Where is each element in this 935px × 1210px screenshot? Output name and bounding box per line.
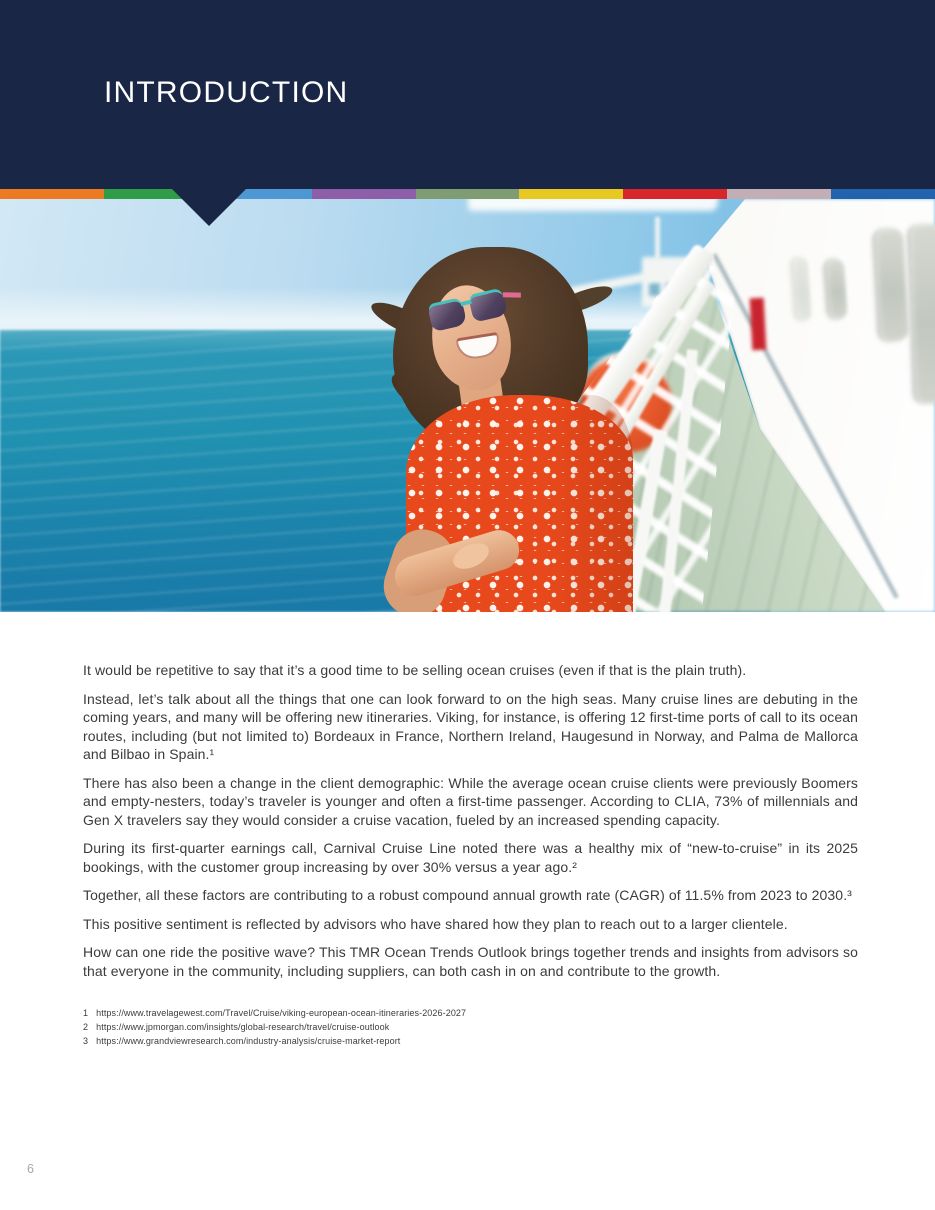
deck-roof [468, 199, 718, 211]
cabin-window [793, 257, 812, 322]
red-panel [750, 298, 767, 351]
cabin-window [826, 258, 848, 319]
section-title: INTRODUCTION [104, 76, 349, 109]
body-paragraph: There has also been a change in the client demographic: While the average ocean cruise clients were previously Boomers and empty-nesters, today’s traveler is younger and often a first-time passenger. According to CLIA, 73% of millennials and Gen X travelers say they would consider a cruise vacation, fueled by an increased spending capacity. [83, 774, 858, 828]
body-paragraph: It would be repetitive to say that it’s a good time to be selling ocean cruises (even if that is the plain truth). [83, 662, 747, 678]
footnote-number: 1 [83, 1008, 89, 1018]
footnote-item [83, 1006, 858, 1020]
page-number: 6 [27, 1162, 34, 1176]
footnote-url: https://www.grandviewresearch.com/industry-analysis/cruise-market-report [96, 1036, 401, 1046]
body-paragraph: This positive sentiment is reflected by advisors who have shared how they plan to reach out to a larger clientele. [83, 915, 788, 932]
footnote-number: 3 [83, 1036, 89, 1046]
body-paragraph: Instead, let’s talk about all the things that one can look forward to on the high seas. Many cruise lines are debuting in the coming years, and many will be offering new itineraries. Viking, for instance, is offering 12 first-time ports of call to its ocean routes, including (but not limited to) Bordeaux in France, Northern Ireland, Haugesund in Norway, and Palma de Mallorca and Bilbao in Spain.¹ [83, 690, 858, 762]
footnote-item [83, 1034, 858, 1048]
stripe-segment [519, 189, 623, 199]
footnote-item [83, 1020, 858, 1034]
stripe-segment [312, 189, 416, 199]
stripe-segment [831, 189, 935, 199]
stripe-segment [0, 189, 104, 199]
color-stripe [0, 189, 935, 199]
hero-photo [0, 199, 935, 612]
footnote-number: 2 [83, 1022, 89, 1032]
stripe-segment [623, 189, 727, 199]
footnotes-list [83, 1006, 858, 1048]
sunglasses-temple [503, 292, 521, 297]
header-banner [0, 0, 935, 189]
cabin-window [875, 228, 909, 341]
footnote-url: https://www.jpmorgan.com/insights/global-research/travel/cruise-outlook [96, 1022, 390, 1032]
footnote-url: https://www.travelagewest.com/Travel/Cruise/viking-european-ocean-itineraries-2026-2027 [96, 1008, 467, 1018]
stripe-segment [416, 189, 520, 199]
cabin-window [910, 224, 935, 403]
body-paragraph: During its first-quarter earnings call, Carnival Cruise Line noted there was a healthy mix of “new-to-cruise” in its 2025 bookings, with the customer group increasing by over 30% versus a year ago.² [83, 840, 858, 875]
stripe-segment [727, 189, 831, 199]
body-paragraph: How can one ride the positive wave? This TMR Ocean Trends Outlook brings together trends and insights from advisors so that everyone in the community, including suppliers, can both cash in on and contribute to the growth. [83, 944, 858, 979]
content-area [0, 612, 935, 1048]
body-paragraph: Together, all these factors are contributing to a robust compound annual growth rate (CAGR) of 11.5% from 2023 to 2030.³ [83, 887, 852, 903]
ship-mast [655, 217, 660, 259]
